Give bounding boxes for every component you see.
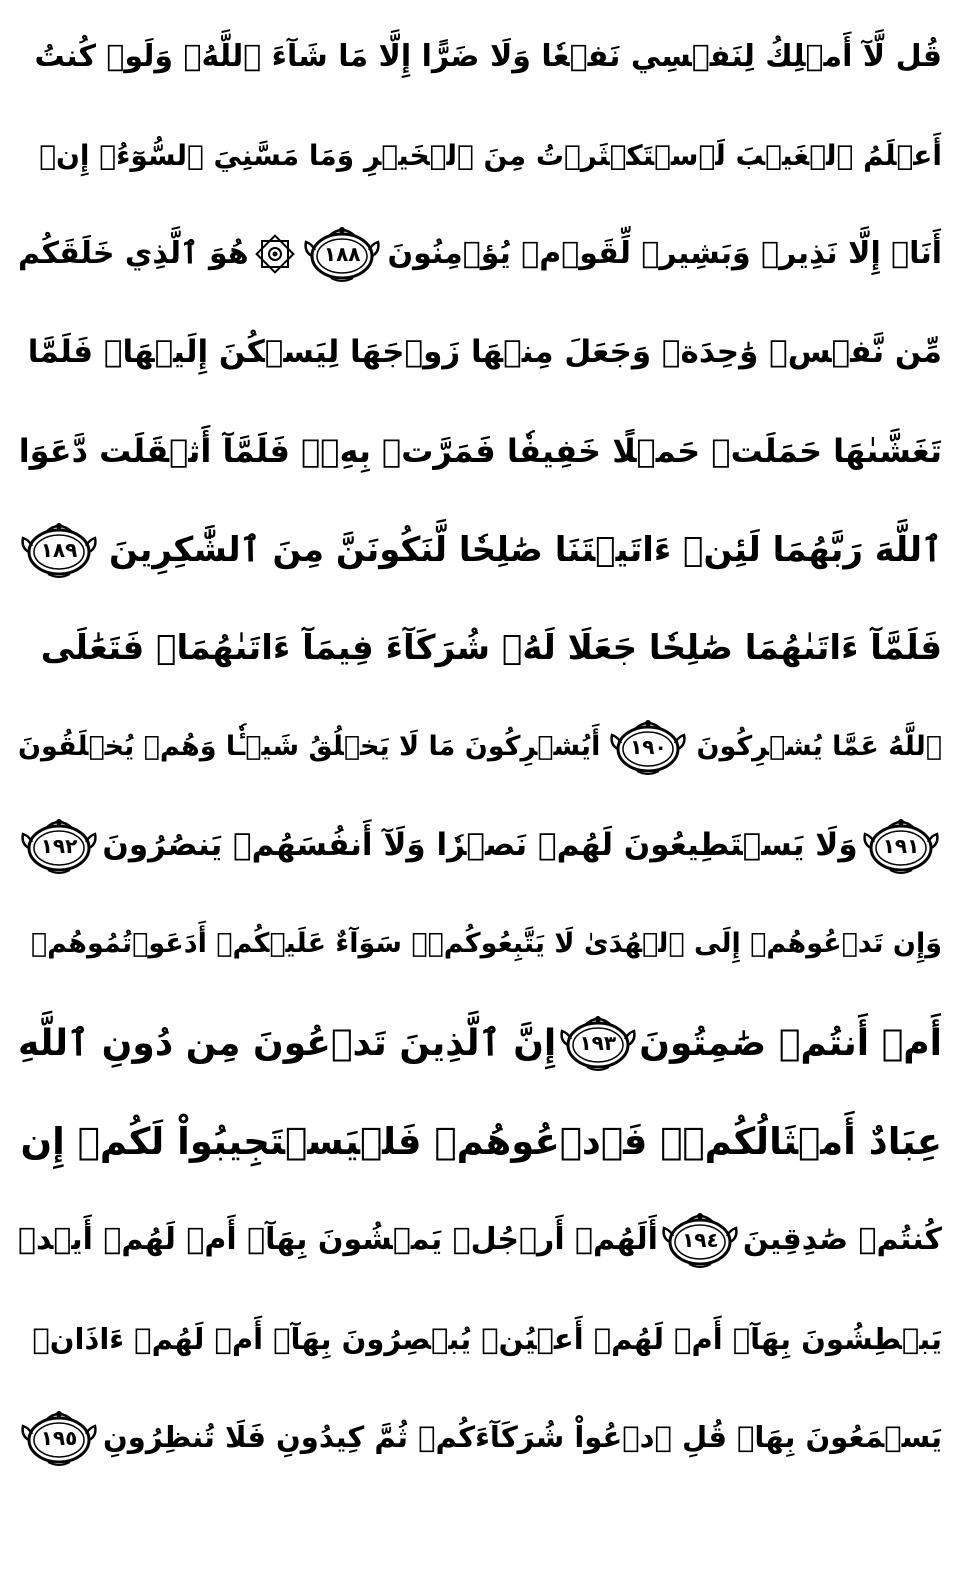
hizb-rub-icon [253, 232, 297, 276]
verse-text: عِبَادٌ أَمۡثَالُكُمۡۖ فَٱدۡعُوهُمۡ فَلۡيَسۡتَجِيبُواْ لَكُمۡ إِن [20, 1119, 942, 1163]
verse-line [18, 698, 942, 797]
verse-line [18, 1290, 942, 1389]
verse-line [18, 501, 942, 600]
verse-text: يَسۡمَعُونَ بِهَاۗ قُلِ ٱدۡعُواْ شُرَكَآءَكُمۡ ثُمَّ كِيدُونِ فَلَا تُنظِرُونِ [103, 1420, 942, 1455]
verse-text: قُل لَّآ أَمۡلِكُ لِنَفۡسِي نَفۡعٗا وَلَا ضَرًّا إِلَّا مَا شَآءَ ٱللَّهُۚ وَلَوۡ كُنتُ [34, 39, 942, 75]
verse-text: تَغَشَّىٰهَا حَمَلَتۡ حَمۡلًا خَفِيفٗا فَمَرَّتۡ بِهِۦۖ فَلَمَّآ أَثۡقَلَت دَّعَوَا [18, 432, 942, 471]
ayah-number-marker [18, 1407, 100, 1469]
verse-text: أَيُشۡرِكُونَ مَا لَا يَخۡلُقُ شَيۡـٔٗا وَهُمۡ يُخۡلَقُونَ [18, 731, 601, 763]
ayah-number: ١٩٠ [630, 735, 667, 760]
verse-text: كُنتُمۡ صَٰدِقِينَ [742, 1222, 942, 1258]
ayah-number-marker [18, 815, 100, 877]
verse-text: ٱللَّهَ رَبَّهُمَا لَئِنۡ ءَاتَيۡتَنَا صَٰلِحٗا لَّنَكُونَنَّ مِنَ ٱلشَّٰكِرِينَ [109, 529, 942, 570]
verse-line [18, 994, 942, 1093]
verse-text: أَلَهُمۡ أَرۡجُلٞ يَمۡشُونَ بِهَآۖ أَمۡ لَهُمۡ أَيۡدٖ [18, 1222, 658, 1258]
verse-line [18, 1388, 942, 1487]
ayah-number: ١٩٥ [40, 1425, 78, 1450]
ayah-number: ١٩٤ [682, 1228, 719, 1253]
verse-line [18, 8, 942, 107]
verse-text: يَبۡطِشُونَ بِهَآۖ أَمۡ لَهُمۡ أَعۡيُنٞ يُبۡصِرُونَ بِهَآۖ أَمۡ لَهُمۡ ءَاذَانٞ [32, 1321, 942, 1356]
verse-text: ٱللَّهُ عَمَّا يُشۡرِكُونَ [696, 731, 942, 763]
verse-text: فَلَمَّآ ءَاتَىٰهُمَا صَٰلِحٗا جَعَلَا لَهُۥ شُرَكَآءَ فِيمَآ ءَاتَىٰهُمَاۚ فَتَعَٰلَى [40, 628, 942, 669]
ayah-number-marker [301, 223, 383, 285]
verse-line [18, 402, 942, 501]
verse-line [18, 600, 942, 699]
verse-text: أَمۡ أَنتُمۡ صَٰمِتُونَ [639, 1022, 942, 1064]
verse-line [18, 1191, 942, 1290]
ayah-number: ١٩١ [882, 834, 920, 859]
ayah-number-marker [557, 1012, 639, 1074]
verse-text: وَإِن تَدۡعُوهُمۡ إِلَى ٱلۡهُدَىٰ لَا يَتَّبِعُوكُمۡۚ سَوَآءٌ عَلَيۡكُمۡ أَدَعَوۡتُمُوهُمۡ [30, 928, 942, 960]
verse-text: مِّن نَّفۡسٖ وَٰحِدَةٖ وَجَعَلَ مِنۡهَا زَوۡجَهَا لِيَسۡكُنَ إِلَيۡهَاۖ فَلَمَّا [27, 334, 942, 371]
verse-text: أَعۡلَمُ ٱلۡغَيۡبَ لَٱسۡتَكۡثَرۡتُ مِنَ ٱلۡخَيۡرِ وَمَا مَسَّنِيَ ٱلسُّوٓءُۚ إِنۡ [39, 139, 942, 173]
ayah-number: ١٨٩ [40, 538, 78, 563]
ayah-number: ١٩٣ [579, 1031, 617, 1056]
verse-line [18, 797, 942, 896]
ayah-number: ١٩٢ [40, 834, 78, 859]
ayah-number-marker [607, 716, 689, 778]
ayah-number: ١٨٨ [323, 242, 361, 267]
ayah-number-marker [860, 815, 942, 877]
ayah-number-marker [18, 519, 100, 581]
verse-line [18, 304, 942, 403]
ayah-number-marker [659, 1209, 741, 1271]
verse-text: وَلَا يَسۡتَطِيعُونَ لَهُمۡ نَصۡرٗا وَلَآ أَنفُسَهُمۡ يَنصُرُونَ [102, 827, 858, 864]
verse-text: إِنَّ ٱلَّذِينَ تَدۡعُونَ مِن دُونِ ٱللَّهِ [18, 1022, 557, 1064]
verse-line [18, 107, 942, 206]
verse-line [18, 1093, 942, 1192]
verse-text: هُوَ ٱلَّذِي خَلَقَكُم [18, 236, 249, 272]
verse-text: أَنَا۠ إِلَّا نَذِيرٞ وَبَشِيرٞ لِّقَوۡمٖ يُؤۡمِنُونَ [387, 236, 942, 272]
verse-line [18, 895, 942, 994]
verse-line [18, 205, 942, 304]
